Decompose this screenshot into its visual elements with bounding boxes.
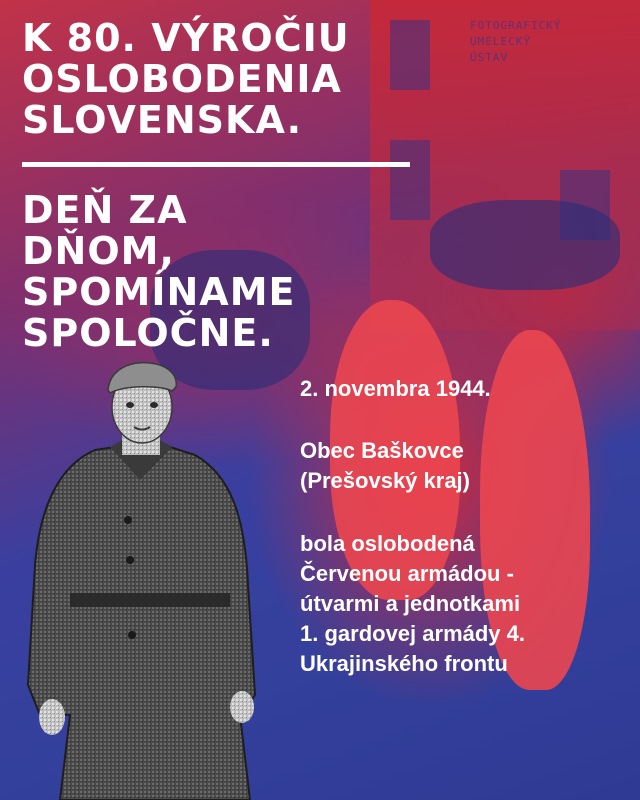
subheadline-line: DEŇ ZA bbox=[22, 188, 188, 232]
divider-line bbox=[22, 162, 410, 167]
background-sign bbox=[470, 18, 620, 66]
background-window bbox=[390, 20, 430, 90]
soldier-coat bbox=[28, 447, 255, 800]
background-sign-line: ÚSTAV bbox=[470, 51, 509, 64]
headline-line: OSLOBODENIA bbox=[22, 57, 342, 101]
headline-line: K 80. VÝROČIU bbox=[22, 16, 350, 60]
subheadline-line: SPOMÍNAME bbox=[22, 270, 296, 314]
subheadline-line: SPOLOČNE. bbox=[22, 311, 274, 355]
liberation-line: Ukrajinského frontu bbox=[300, 651, 508, 676]
place-text bbox=[300, 436, 630, 496]
headline bbox=[22, 18, 350, 141]
soldier-hand bbox=[39, 699, 65, 735]
place-line: (Prešovský kraj) bbox=[300, 468, 470, 493]
soldier-hand bbox=[230, 691, 254, 723]
soldier-photo bbox=[0, 355, 300, 800]
subheadline bbox=[22, 190, 295, 354]
liberation-line: Červenou armádou - bbox=[300, 561, 514, 586]
liberation-line: útvarmi a jednotkami bbox=[300, 591, 521, 616]
liberation-text bbox=[300, 529, 630, 679]
background-sign-line: UMELECKÝ bbox=[470, 35, 531, 48]
background-window bbox=[390, 140, 430, 220]
liberation-line: 1. gardovej armády 4. bbox=[300, 621, 525, 646]
info-block bbox=[300, 374, 630, 679]
subheadline-line: DŇOM, bbox=[22, 229, 175, 273]
place-line: Obec Baškovce bbox=[300, 438, 464, 463]
background-crowd bbox=[430, 200, 620, 290]
date-text: 2. novembra 1944. bbox=[300, 376, 491, 401]
soldier-belt bbox=[70, 593, 230, 607]
liberation-line: bola oslobodená bbox=[300, 531, 475, 556]
headline-line: SLOVENSKA. bbox=[22, 98, 303, 142]
background-sign-line: FOTOGRAFICKÝ bbox=[470, 19, 562, 32]
